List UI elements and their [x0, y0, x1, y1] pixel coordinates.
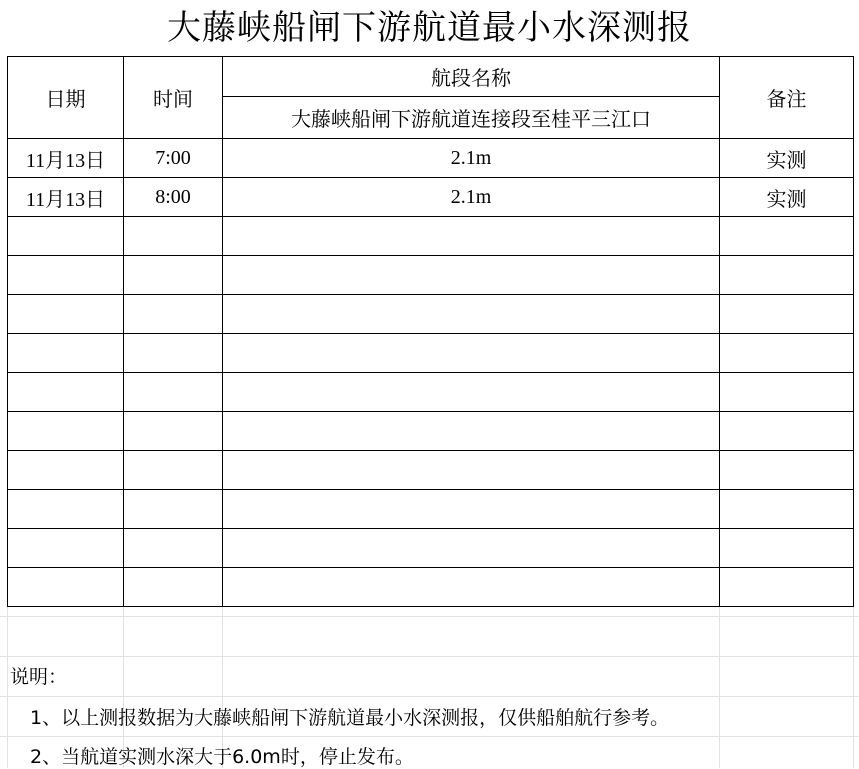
cell-depth: 2.1m [223, 139, 720, 178]
cell-remark [720, 490, 854, 529]
cell-remark [720, 451, 854, 490]
notes-label: 说明： [10, 666, 68, 688]
cell-depth [223, 295, 720, 334]
cell-depth [223, 568, 720, 607]
page-title: 大藤峡船闸下游航道最小水深测报 [0, 0, 859, 56]
cell-date [8, 412, 124, 451]
cell-time [124, 529, 223, 568]
cell-remark [720, 412, 854, 451]
table-row [8, 412, 854, 451]
table-header-row [8, 57, 854, 97]
cell-date [8, 529, 124, 568]
cell-date [8, 451, 124, 490]
cell-remark [720, 373, 854, 412]
depth-report-table [7, 56, 854, 607]
cell-time [124, 490, 223, 529]
table-row [8, 139, 854, 178]
note-line-2: 2、当航道实测水深大于6.0m时，停止发布。 [30, 746, 414, 768]
header-section-name: 航段名称 [223, 57, 720, 97]
cell-time: 8:00 [124, 178, 223, 217]
cell-date [8, 490, 124, 529]
cell-date [8, 334, 124, 373]
cell-date [8, 256, 124, 295]
table-row [8, 295, 854, 334]
cell-time [124, 412, 223, 451]
cell-date [8, 217, 124, 256]
cell-time [124, 256, 223, 295]
section-name-value: 大藤峡船闸下游航道连接段至桂平三江口 [223, 97, 720, 139]
table-row [8, 256, 854, 295]
cell-depth [223, 412, 720, 451]
cell-time: 7:00 [124, 139, 223, 178]
header-date: 日期 [8, 57, 124, 139]
cell-remark: 实测 [720, 139, 854, 178]
cell-time [124, 217, 223, 256]
cell-date [8, 295, 124, 334]
cell-depth [223, 373, 720, 412]
cell-depth [223, 451, 720, 490]
cell-remark [720, 295, 854, 334]
cell-time [124, 568, 223, 607]
cell-depth [223, 334, 720, 373]
cell-remark: 实测 [720, 178, 854, 217]
table-row [8, 334, 854, 373]
cell-date: 11月13日 [8, 178, 124, 217]
header-time: 时间 [124, 57, 223, 139]
header-remark: 备注 [720, 57, 854, 139]
cell-depth [223, 256, 720, 295]
table-row [8, 373, 854, 412]
table-row [8, 178, 854, 217]
cell-remark [720, 217, 854, 256]
cell-date: 11月13日 [8, 139, 124, 178]
cell-remark [720, 568, 854, 607]
table-row [8, 568, 854, 607]
cell-date [8, 373, 124, 412]
cell-depth: 2.1m [223, 178, 720, 217]
note-line-1: 1、以上测报数据为大藤峡船闸下游航道最小水深测报，仅供船舶航行参考。 [30, 707, 670, 729]
cell-depth [223, 490, 720, 529]
cell-time [124, 373, 223, 412]
table-row [8, 529, 854, 568]
cell-date [8, 568, 124, 607]
table-row [8, 490, 854, 529]
cell-depth [223, 529, 720, 568]
cell-remark [720, 256, 854, 295]
cell-depth [223, 217, 720, 256]
table-row [8, 217, 854, 256]
cell-time [124, 295, 223, 334]
cell-remark [720, 529, 854, 568]
cell-remark [720, 334, 854, 373]
table-row [8, 451, 854, 490]
cell-time [124, 334, 223, 373]
cell-time [124, 451, 223, 490]
